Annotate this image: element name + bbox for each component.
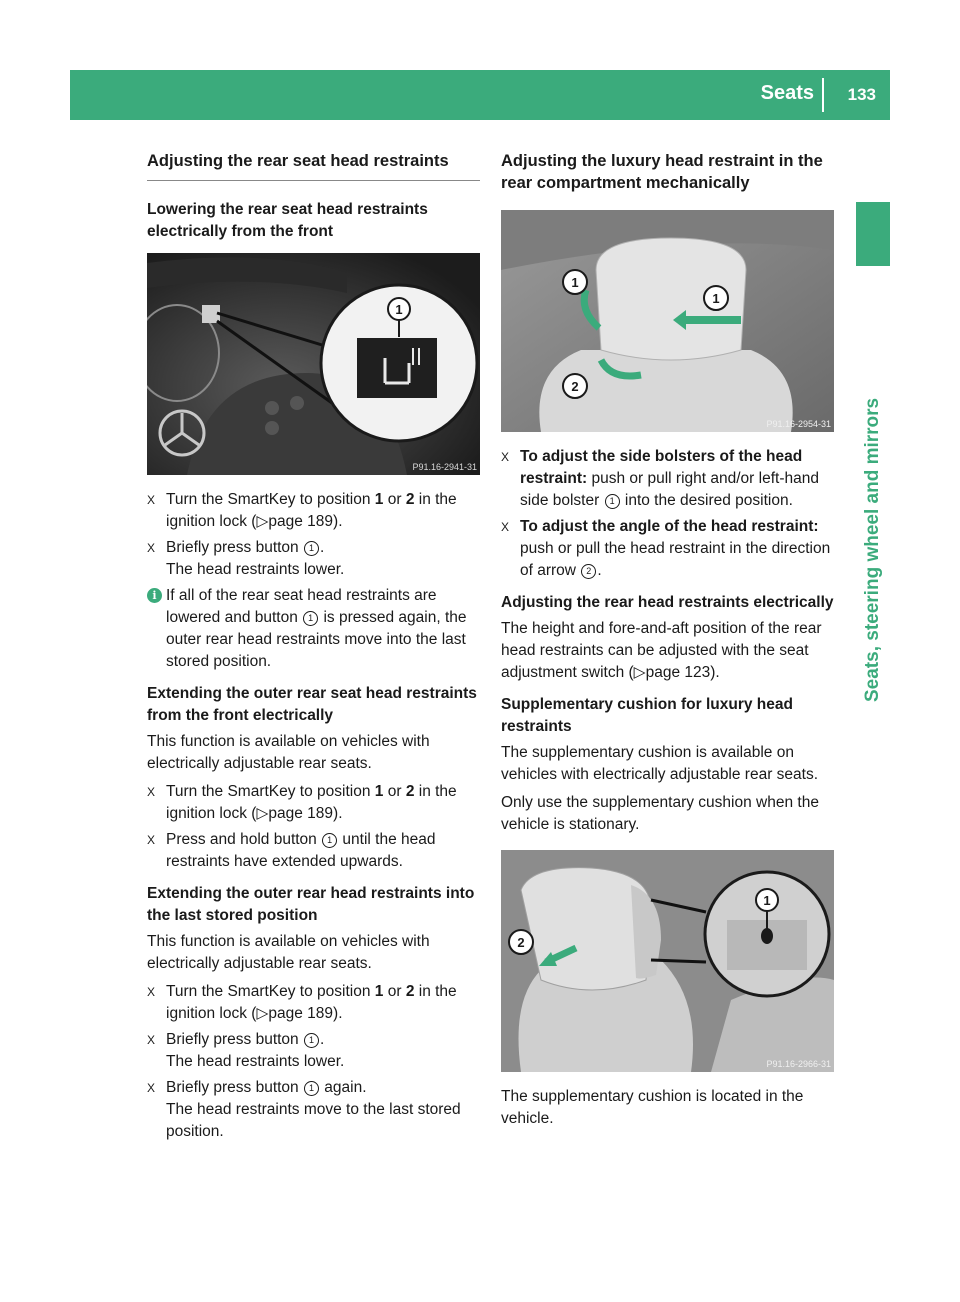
dashboard-illustration xyxy=(147,253,480,475)
side-tab xyxy=(856,202,890,702)
figure-code: P91.16-2941-31 xyxy=(412,462,477,472)
subheading-lowering: Lowering the rear seat head restraints electrically from the front xyxy=(147,201,428,240)
page-link[interactable]: page 189 xyxy=(268,513,334,530)
step-press-button: X Briefly press button 1 . The head restraints lower. xyxy=(147,1031,345,1070)
paragraph: Only use the supplementary cushion when the vehicle is stationary. xyxy=(501,794,819,833)
step-press-again: X Briefly press button 1 again. The head restraints move to the last stored position. xyxy=(147,1079,461,1140)
paragraph: This function is available on vehicles with electrically adjustable rear seats. xyxy=(147,733,430,772)
paragraph: The supplementary cushion is available on vehicles with electrically adjustable rear seats. xyxy=(501,744,819,783)
step-side-bolsters: X To adjust the side bolsters of the head restraint: push or pull right and/or left-hand side bolster 1 into the desired position. xyxy=(501,448,819,509)
callout-1: 1 xyxy=(763,893,771,908)
callout-1-icon: 1 xyxy=(304,541,319,556)
side-tab-block xyxy=(856,202,890,266)
callout-1: 1 xyxy=(712,291,720,306)
callout-1-icon: 1 xyxy=(303,611,318,626)
callout-1-icon: 1 xyxy=(304,1081,319,1096)
info-note: i If all of the rear seat head restraints are lowered and button 1 is pressed again, the outer rear head restraints move into the last stored position. xyxy=(147,585,480,673)
subheading-electric: Adjusting the rear head restraints electrically xyxy=(501,594,834,611)
callout-2: 2 xyxy=(571,379,579,394)
callout-1-icon: 1 xyxy=(605,494,620,509)
subheading-cushion: Supplementary cushion for luxury head restraints xyxy=(501,696,793,735)
subheading-last-position: Extending the outer rear head restraints into the last stored position xyxy=(147,885,475,924)
section-heading: Adjusting the rear seat head restraints xyxy=(147,150,480,181)
step-result: The head restraints move to the last stored position. xyxy=(166,1101,461,1140)
step-arrow-icon: X xyxy=(147,1081,156,1095)
page-link[interactable]: page 189 xyxy=(268,1005,334,1022)
callout-2-icon: 2 xyxy=(581,564,596,579)
callout-1-icon: 1 xyxy=(322,833,337,848)
page-number: 133 xyxy=(847,85,876,104)
page-ref-icon: ▷ xyxy=(633,664,646,681)
subheading-extending: Extending the outer rear seat head restraints from the front electrically xyxy=(147,685,477,724)
step-press-button: X Briefly press button 1 . The head restraints lower. xyxy=(147,539,345,578)
cushion-illustration xyxy=(501,850,834,1072)
header-bar xyxy=(70,70,890,120)
step-arrow-icon: X xyxy=(147,985,156,999)
left-column xyxy=(147,150,480,1147)
step-arrow-icon: X xyxy=(147,541,156,555)
step-angle: X To adjust the angle of the head restraint: push or pull the head restraint in the direction of arrow 2 . xyxy=(501,518,831,579)
step-press-hold: X Press and hold button 1 until the head restraints have extended upwards. xyxy=(147,831,436,870)
step-arrow-icon: X xyxy=(501,450,510,464)
subheading-luxury-mechanical: Adjusting the luxury head restraint in the rear compartment mechanically xyxy=(501,152,823,192)
step-arrow-icon: X xyxy=(147,493,156,507)
page-ref-icon: ▷ xyxy=(256,805,269,822)
callout-1-icon: 1 xyxy=(304,1033,319,1048)
page-link[interactable]: page 189 xyxy=(268,805,334,822)
paragraph: The height and fore-and-aft position of the rear head restraints can be adjusted with the seat adjustment switch (▷page 123). xyxy=(501,620,822,681)
step-result: The head restraints lower. xyxy=(166,1053,345,1070)
page-ref-icon: ▷ xyxy=(256,1005,269,1022)
step-result: The head restraints lower. xyxy=(166,561,345,578)
figure-dashboard-button xyxy=(147,253,480,475)
page-ref-icon: ▷ xyxy=(256,513,269,530)
step-arrow-icon: X xyxy=(147,785,156,799)
header-separator xyxy=(822,78,824,112)
figure-cushion xyxy=(501,850,834,1072)
step-turn-key: X Turn the SmartKey to position 1 or 2 in the ignition lock (▷page 189). xyxy=(147,983,457,1022)
side-tab-label: Seats, steering wheel and mirrors xyxy=(862,397,883,702)
info-icon: i xyxy=(147,588,162,603)
step-arrow-icon: X xyxy=(147,833,156,847)
step-turn-key: X Turn the SmartKey to position 1 or 2 in the ignition lock (▷page 189). xyxy=(147,783,457,822)
chapter-title: Seats xyxy=(760,82,814,104)
right-column xyxy=(501,150,834,1136)
figure-code: P91.16-2954-31 xyxy=(766,419,831,429)
callout-1: 1 xyxy=(571,275,579,290)
paragraph: The supplementary cushion is located in the vehicle. xyxy=(501,1088,804,1127)
paragraph: This function is available on vehicles with electrically adjustable rear seats. xyxy=(147,933,430,972)
callout-1: 1 xyxy=(395,302,403,317)
headrest-illustration xyxy=(501,210,834,432)
callout-2: 2 xyxy=(517,935,525,950)
step-arrow-icon: X xyxy=(501,520,510,534)
figure-code: P91.16-2966-31 xyxy=(766,1059,831,1069)
page-link[interactable]: page 123 xyxy=(645,664,711,681)
step-arrow-icon: X xyxy=(147,1033,156,1047)
figure-luxury-headrest xyxy=(501,210,834,432)
step-turn-key: X Turn the SmartKey to position 1 or 2 in the ignition lock (▷page 189). xyxy=(147,491,457,530)
